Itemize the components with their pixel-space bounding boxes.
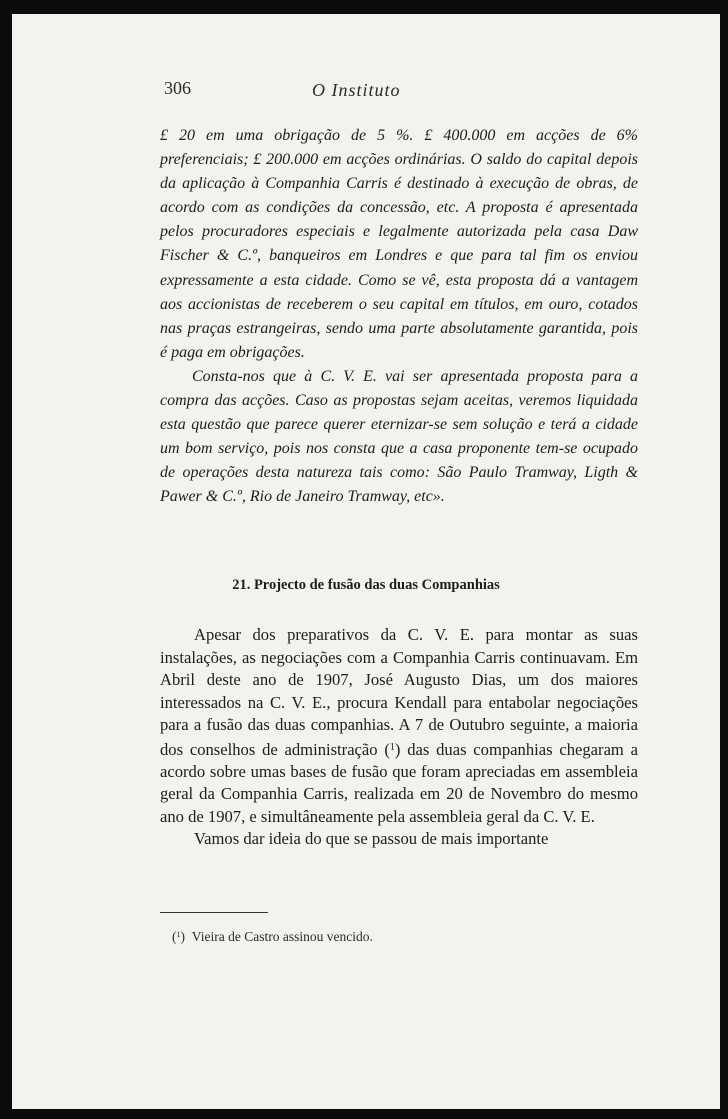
footnote-reference: 1 xyxy=(389,741,395,753)
italic-paragraph: £ 20 em uma obrigação de 5 %. £ 400.000 em acções de 6% preferenciais; £ 200.000 em acções ordinárias. O saldo do capital depois da aplicação à Companhia Carris é destinado à execução de obras, de acordo com as condições da concessão, etc. A proposta é apresentada pelos procuradores especiais e legalmente autorizada pela casa Daw Fischer & C.º, banqueiros em Londres e que para tal fim os enviou expressamente a esta cidade. Como se vê, esta proposta dá a vantagem aos accionistas de receberem o seu capital em títulos, em ouro, cotados nas praças estrangeiras, sendo uma parte absolutamente garantida, pois é paga em obrigações. xyxy=(160,127,638,361)
section-heading: 21. Projecto de fusão das duas Companhias xyxy=(232,577,500,593)
book-page xyxy=(12,14,720,1109)
footnote-divider xyxy=(160,912,268,913)
running-title: O Instituto xyxy=(312,80,401,100)
quoted-proposal-text xyxy=(160,124,638,510)
section-body xyxy=(160,624,638,851)
footnote: ($^1$) Vieira de Castro assinou vencido. xyxy=(172,929,373,944)
paragraph-text: ) das duas companhias chegaram a acordo sobre umas bases de fusão que foram apreciadas em assembleia geral da Companhia Carris, realizada em 20 de Novembro do mesmo ano de 1907, e simultâneamente pela assembleia geral da C. V. E. xyxy=(160,739,638,826)
paragraph-text: Apesar dos preparativos da C. V. E. para montar as suas instalações, as negociações com a Companhia Carris continuavam. Em Abril deste ano de 1907, José Augusto Dias, um dos maiores interessados na C. V. E., procura Kendall para entabolar negociações para a fusão das duas companhias. A 7 de Outubro seguinte, a maioria dos conselhos de administração ( xyxy=(160,625,638,759)
page-header xyxy=(12,78,720,108)
italic-paragraph: Consta-nos que à C. V. E. vai ser apresentada proposta para a compra das acções. Caso as propostas sejam aceitas, veremos liquidada esta questão que parece querer eternizar-se sem solução e terá a cidade um bom serviço, pois nos consta que a casa proponente tem-se ocupado de operações desta natureza tais como: São Paulo Tramway, Ligth & Pawer & C.º, Rio de Janeiro Tramway, etc». xyxy=(160,367,638,506)
body-paragraph: Vamos dar ideia do que se passou de mais importante xyxy=(194,829,549,849)
page-number: 306 xyxy=(164,78,191,98)
body-paragraph xyxy=(160,624,638,828)
footnote-text: Vieira de Castro assinou vencido. xyxy=(191,929,373,944)
footnote-marker: 1 xyxy=(176,929,181,939)
